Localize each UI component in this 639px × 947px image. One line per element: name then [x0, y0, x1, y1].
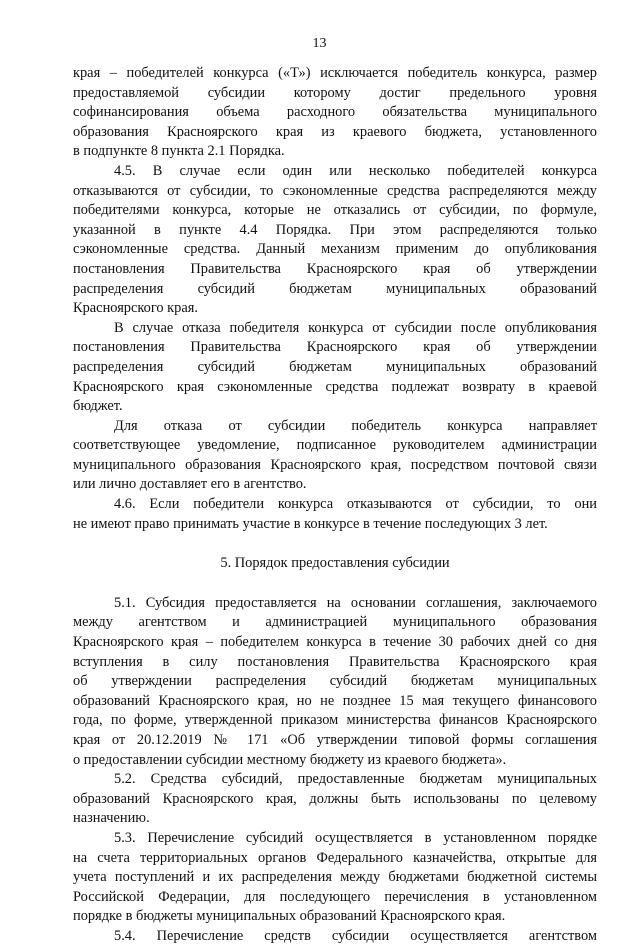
text-line: постановления Правительства Красноярского края об утверждении [73, 339, 597, 356]
text-line: отказываются от субсидии, то сэкономленные средства распределяются между [73, 182, 597, 199]
text-line: края от 20.12.2019 № 171 «Об утверждении типовой формы соглашения [73, 732, 597, 748]
document-body [73, 64, 597, 947]
section-4-continued [73, 64, 597, 534]
text-line: вступления в силу постановления Правительства Красноярского края [73, 653, 597, 670]
text-line: победителями конкурса, которые не отказались от субсидии, по формуле, [73, 202, 597, 219]
text-line: 4.6. Если победители конкурса отказываются от субсидии, то они [114, 496, 597, 513]
text-line: В случае отказа победителя конкурса от субсидии после опубликования [114, 319, 597, 336]
text-line: об утверждении распределения субсидий бюджетам муниципальных [73, 673, 597, 690]
section-5 [73, 594, 597, 947]
text-line: сэкономленные средства. Данный механизм применим до опубликования [73, 241, 597, 258]
text-line: 5.2. Средства субсидий, предоставленные бюджетам муниципальных [114, 771, 597, 788]
text-line: о предоставлении субсидии местному бюджету из краевого бюджета». [73, 751, 507, 768]
text-line: края – победителей конкурса («Т») исключается победитель конкурса, размер [73, 65, 597, 81]
text-line: в подпункте 8 пункта 2.1 Порядка. [73, 143, 285, 160]
text-line: указанной в пункте 4.4 Порядка. При этом распределяются только [73, 221, 597, 238]
text-line: Красноярского края. [73, 300, 198, 317]
text-line: образований Красноярского края, но не позднее 15 мая текущего финансового [73, 692, 597, 709]
text-line: или лично доставляет его в агентство. [73, 476, 307, 493]
text-line: 5.1. Субсидия предоставляется на основании соглашения, заключаемого [114, 594, 597, 611]
text-line: Российской Федерации, для последующего перечисления в установленном [73, 888, 597, 905]
text-line: года, по форме, утвержденной приказом министерства финансов Красноярского [73, 712, 597, 729]
section-heading: 5. Порядок предоставления субсидии [220, 555, 450, 572]
text-line: 5.4. Перечисление средств субсидии осуществляется агентством [114, 927, 597, 944]
text-line: постановления Правительства Красноярского края об утверждении [73, 260, 597, 277]
text-line: предоставляемой субсидии которому достиг предельного уровня [73, 84, 597, 101]
text-line: назначению. [73, 810, 150, 827]
text-line: учета поступлений и их распределения между бюджетами бюджетной системы [73, 869, 597, 886]
text-line: Красноярского края – победителем конкурса в течение 30 рабочих дней со дня [73, 634, 597, 651]
text-line: образований Красноярского края, должны быть использованы по целевому [73, 790, 597, 807]
text-line: на счета территориальных органов Федерального казначейства, открытые для [73, 849, 597, 866]
text-line: порядке в бюджеты муниципальных образований Красноярского края. [73, 908, 506, 925]
text-line: Для отказа от субсидии победитель конкурса направляет [114, 417, 597, 434]
page-number: 13 [312, 36, 327, 51]
text-line: не имеют право принимать участие в конкурсе в течение последующих 3 лет. [73, 515, 548, 532]
text-line: бюджет. [73, 398, 123, 415]
text-line: распределения субсидий бюджетам муниципальных образований [73, 358, 597, 375]
text-line: образования Красноярского края из краевого бюджета, установленного [73, 123, 597, 140]
text-line: 5.3. Перечисление субсидий осуществляется в установленном порядке [114, 829, 597, 846]
text-line: распределения субсидий бюджетам муниципальных образований [73, 280, 597, 297]
text-line: соответствующее уведомление, подписанное руководителем администрации [73, 437, 597, 454]
text-line: 4.5. В случае если один или несколько победителей конкурса [114, 162, 597, 179]
text-line: между агентством и администрацией муниципального образования [73, 614, 597, 631]
text-line: софинансирования объема расходного обязательства муниципального [73, 104, 597, 121]
text-line: муниципального образования Красноярского края, посредством почтовой связи [73, 456, 597, 473]
text-line: Красноярского края сэкономленные средства подлежат возврату в краевой [73, 378, 597, 395]
